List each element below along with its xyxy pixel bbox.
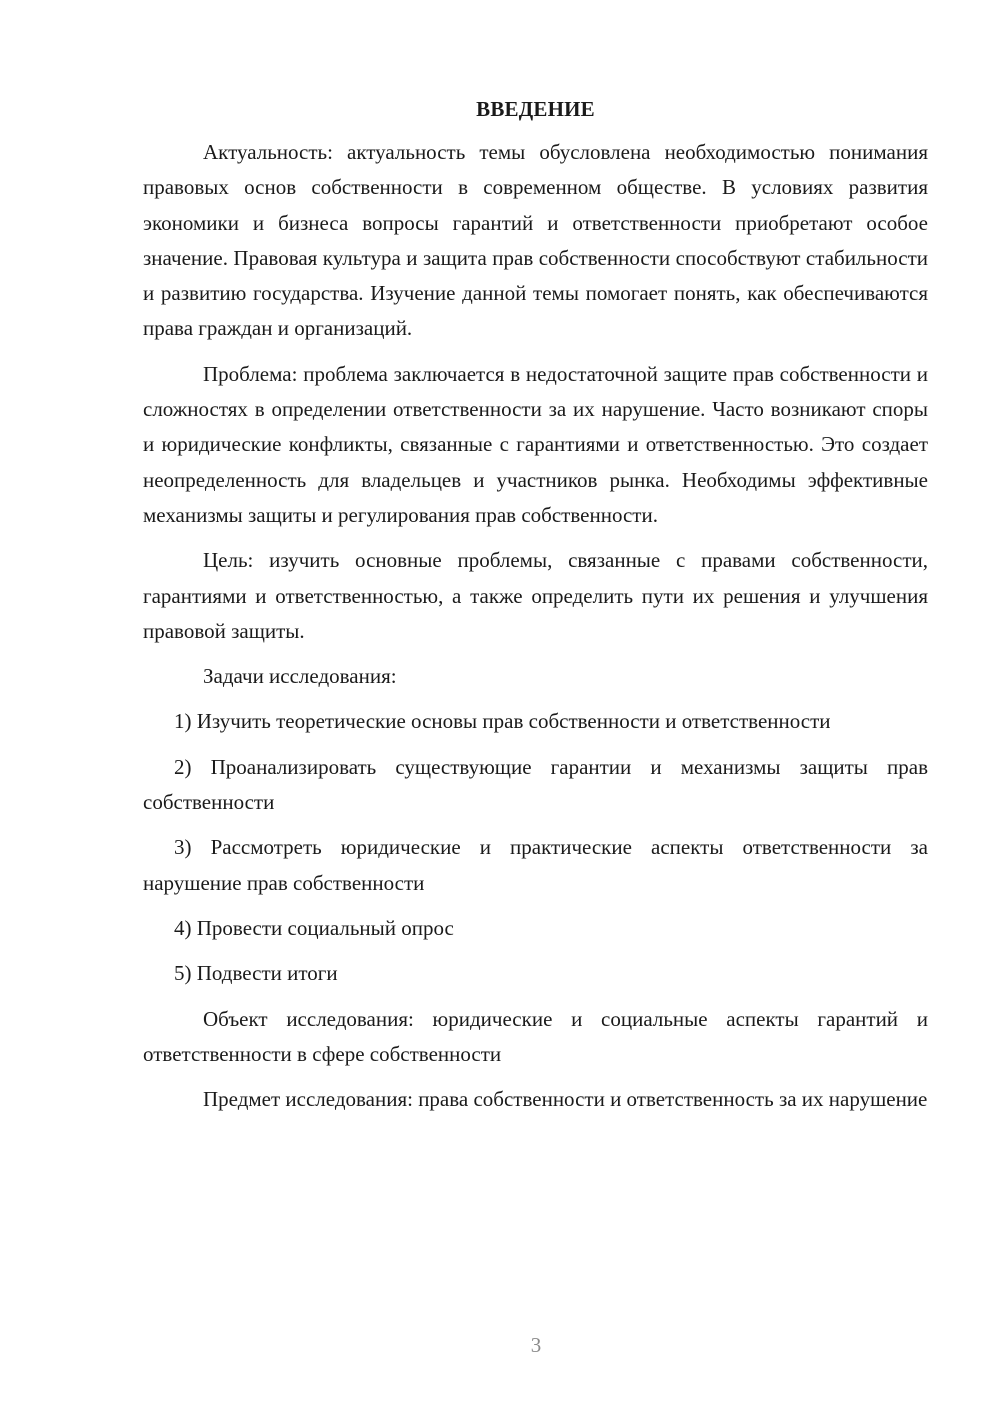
paragraph-goal: Цель: изучить основные проблемы, связанные с правами собственности, гарантиями и ответственностью, а также определить пути их решения и улучшения правовой защиты. — [143, 548, 928, 643]
paragraph-relevance: Актуальность: актуальность темы обусловлена необходимостью понимания правовых основ собственности в современном обществе. В условиях развития экономики и бизнеса вопросы гарантий и ответственности приобретают особое значение. Правовая культура и защита прав собственности способствуют стабильности и развитию государства. Изучение данной темы помогает понять, как обеспечиваются права граждан и организаций. — [143, 140, 928, 341]
document-page — [143, 92, 928, 1127]
paragraph-problem: Проблема: проблема заключается в недостаточной защите прав собственности и сложностях в определении ответственности за их нарушение. Часто возникают споры и юридические конфликты, связанные с гарантиями и ответственностью. Это создает неопределенность для владельцев и участников рынка. Необходимы эффективные механизмы защиты и регулирования прав собственности. — [143, 361, 928, 527]
task-item-2: 2) Проанализировать существующие гарантии и механизмы защиты прав собственности — [143, 754, 928, 815]
task-item-5: 5) Подвести итоги — [174, 961, 338, 986]
task-item-1: 1) Изучить теоретические основы прав собственности и ответственности — [174, 709, 831, 734]
page-number: 3 — [530, 1333, 542, 1357]
paragraph-object: Объект исследования: юридические и социальные аспекты гарантий и ответственности в сфере собственности — [143, 1006, 928, 1066]
paragraph-tasks-title: Задачи исследования: — [203, 664, 397, 689]
paragraph-subject: Предмет исследования: права собственности и ответственность за их нарушение — [203, 1087, 928, 1112]
section-heading: ВВЕДЕНИЕ — [476, 97, 595, 121]
task-item-4: 4) Провести социальный опрос — [174, 915, 454, 940]
task-item-3: 3) Рассмотреть юридические и практические аспекты ответственности за нарушение прав собственности — [143, 835, 928, 895]
